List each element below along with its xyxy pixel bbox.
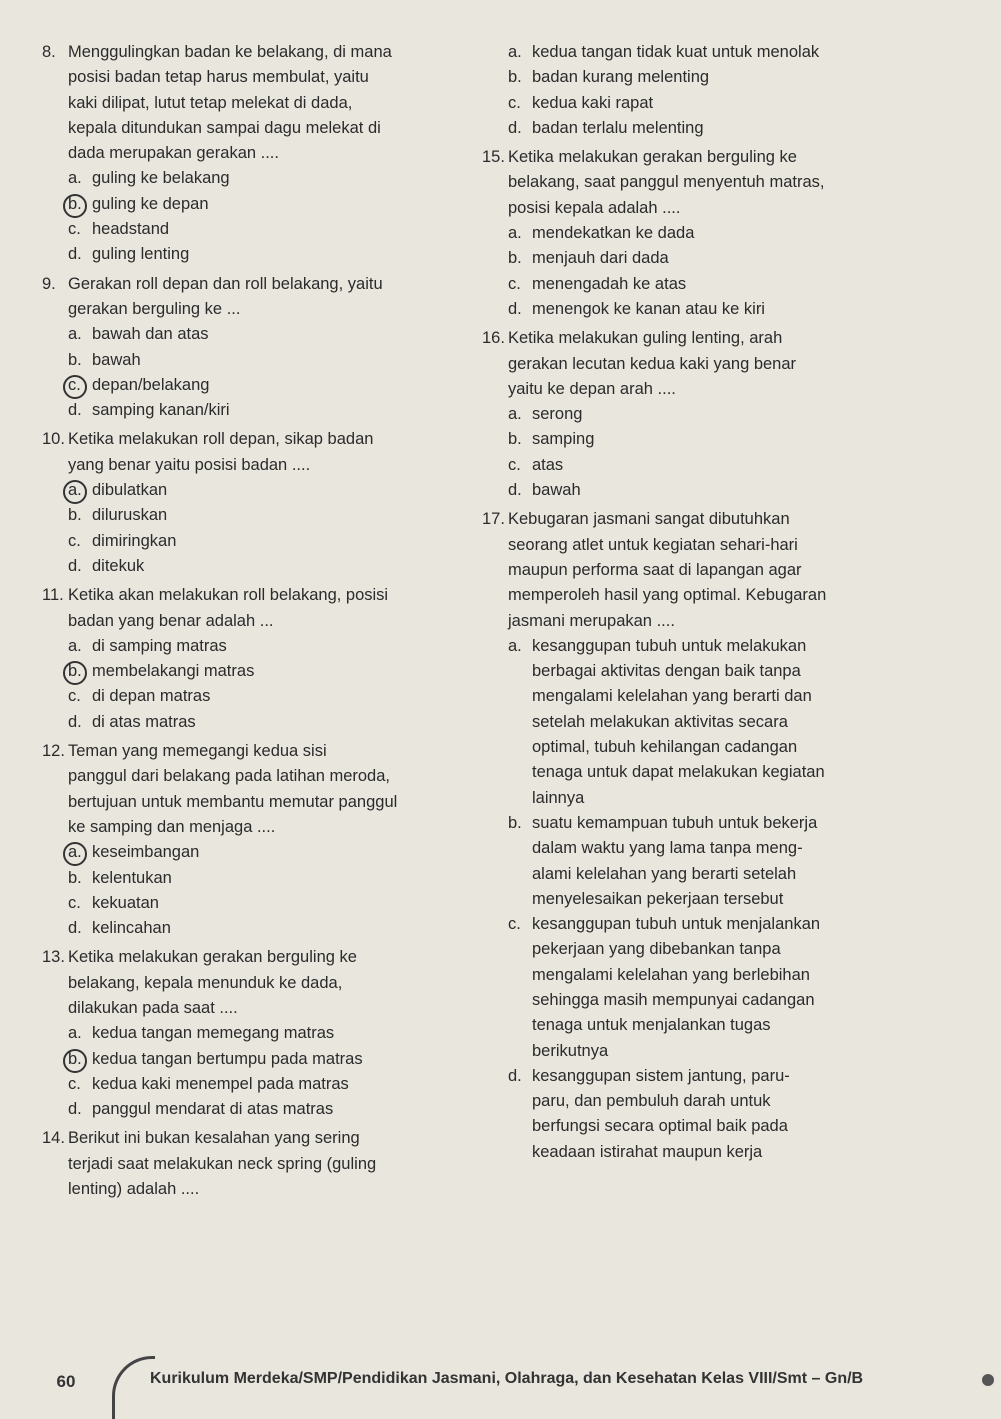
question-text (42, 583, 498, 634)
question-line (68, 91, 498, 116)
answer-option (508, 1064, 990, 1165)
question-line (508, 377, 990, 402)
option-text: kedua tangan memegang matras (92, 1024, 335, 1043)
option-letter: d. (508, 481, 522, 500)
question-number: 16. (482, 329, 505, 348)
option-letter: d. (508, 118, 522, 137)
answer-option (508, 221, 990, 246)
option-line: optimal, tubuh kehilangan cadangan (532, 738, 798, 757)
question-block (42, 40, 498, 268)
option-text: di atas matras (92, 712, 196, 731)
question-line-text: seorang atlet untuk kegiatan sehari-hari (508, 535, 798, 554)
option-line: tenaga untuk menjalankan tugas (532, 1016, 771, 1035)
answer-option (508, 402, 990, 427)
question-line-text: Ketika melakukan gerakan berguling ke (508, 148, 797, 167)
option-letter: c. (68, 687, 81, 706)
question-line-text: Teman yang memegangi kedua sisi (68, 742, 327, 761)
question-line-text: yaitu ke depan arah .... (508, 379, 676, 398)
question-line-text: dada merupakan gerakan .... (68, 144, 279, 163)
answer-option (68, 217, 498, 242)
question-number: 11. (42, 586, 64, 605)
option-line: lainnya (532, 788, 585, 807)
answer-option (68, 529, 498, 554)
option-line: berfungsi secara optimal baik pada (532, 1117, 788, 1136)
option-line: bawah (532, 481, 581, 500)
question-line (42, 739, 498, 764)
question-text (42, 1126, 498, 1202)
answer-option (508, 427, 990, 452)
option-text: di samping matras (92, 636, 227, 655)
option-line: samping (532, 430, 595, 449)
question-line (68, 116, 498, 141)
option-text: headstand (92, 220, 170, 239)
answer-option (68, 242, 498, 267)
option-letter: b. (68, 659, 82, 684)
option-text: diluruskan (92, 506, 168, 525)
question-number: 14. (42, 1129, 65, 1148)
question-line-text: dilakukan pada saat .... (68, 998, 238, 1017)
question-line-text: posisi badan tetap harus membulat, yaitu (68, 68, 369, 87)
question-line (68, 141, 498, 166)
option-letter: a. (68, 840, 82, 865)
option-line: atas (532, 455, 564, 474)
option-letter: b. (68, 192, 82, 217)
question-line (508, 558, 990, 583)
question-number: 12. (42, 742, 65, 761)
answer-option (68, 710, 498, 735)
footer-dot-icon (982, 1374, 994, 1386)
question-block (42, 583, 498, 735)
option-text: bawah (92, 350, 141, 369)
answer-option (508, 478, 990, 503)
question-block (508, 40, 990, 141)
option-text: guling lenting (92, 245, 190, 264)
option-text: kedua kaki menempel pada matras (92, 1074, 349, 1093)
question-number: 15. (482, 148, 505, 167)
question-block (42, 945, 498, 1122)
question-line (508, 352, 990, 377)
question-line-text: posisi kepala adalah .... (508, 198, 681, 217)
option-line: pekerjaan yang dibebankan tanpa (532, 940, 781, 959)
question-line-text: gerakan lecutan kedua kaki yang benar (508, 354, 797, 373)
question-text (482, 145, 990, 221)
option-letter: c. (68, 1074, 81, 1093)
question-block (42, 272, 498, 424)
question-text (42, 945, 498, 1021)
question-line-text: maupun performa saat di lapangan agar (508, 560, 802, 579)
answer-option (508, 912, 990, 1064)
question-line-text: badan yang benar adalah ... (68, 611, 274, 630)
option-letter: b. (508, 813, 522, 832)
option-line: berikutnya (532, 1041, 609, 1060)
question-line (68, 609, 498, 634)
option-line: menengok ke kanan atau ke kiri (532, 299, 765, 318)
left-column (42, 40, 498, 1206)
option-letter: c. (508, 93, 521, 112)
question-line (68, 764, 498, 789)
question-line-text: Ketika akan melakukan roll belakang, posisi (68, 586, 389, 605)
option-letter: c. (68, 220, 81, 239)
question-line-text: lenting) adalah .... (68, 1180, 200, 1199)
option-letter: b. (508, 249, 522, 268)
answer-option (68, 840, 498, 865)
question-line (68, 790, 498, 815)
option-line: setelah melakukan aktivitas secara (532, 712, 788, 731)
option-letter: d. (68, 712, 82, 731)
question-line-text: Ketika melakukan roll depan, sikap badan (68, 430, 374, 449)
option-text: bawah dan atas (92, 325, 209, 344)
question-line (482, 507, 990, 532)
answer-option (508, 453, 990, 478)
question-line (68, 453, 498, 478)
question-text (42, 739, 498, 840)
answer-option (68, 1047, 498, 1072)
question-text (482, 326, 990, 402)
right-column (482, 40, 990, 1169)
question-line-text: kepala ditundukan sampai dagu melekat di (68, 118, 381, 137)
option-letter: b. (508, 430, 522, 449)
question-line (68, 971, 498, 996)
question-line-text: Ketika melakukan gerakan berguling ke (68, 948, 357, 967)
answer-option (68, 684, 498, 709)
question-line (42, 40, 498, 65)
question-number: 9. (42, 274, 56, 293)
option-line: alami kelelahan yang berarti setelah (532, 864, 797, 883)
question-line (68, 65, 498, 90)
option-letter: a. (68, 169, 82, 188)
option-line: kesanggupan sistem jantung, paru- (532, 1066, 790, 1085)
option-text: kedua tangan bertumpu pada matras (92, 1049, 363, 1068)
option-line: tenaga untuk dapat melakukan kegiatan (532, 763, 825, 782)
option-line: dalam waktu yang lama tanpa meng- (532, 839, 803, 858)
option-letter: d. (68, 401, 82, 420)
answer-option (508, 634, 990, 811)
question-line (508, 583, 990, 608)
option-line: badan kurang melenting (532, 68, 710, 87)
option-letter: a. (508, 405, 522, 424)
question-line (68, 1177, 498, 1202)
question-line-text: Kebugaran jasmani sangat dibutuhkan (508, 510, 790, 529)
answer-option (68, 322, 498, 347)
question-line (68, 1152, 498, 1177)
answer-option (508, 91, 990, 116)
answer-option (68, 503, 498, 528)
answer-option (68, 478, 498, 503)
option-text: depan/belakang (92, 375, 210, 394)
option-letter: a. (68, 1024, 82, 1043)
question-line (42, 583, 498, 608)
option-line: suatu kemampuan tubuh untuk bekerja (532, 813, 818, 832)
answer-option (508, 246, 990, 271)
question-block (42, 427, 498, 579)
option-text: dimiringkan (92, 531, 177, 550)
question-number: 17. (482, 510, 505, 529)
question-line (508, 609, 990, 634)
question-line-text: belakang, kepala menunduk ke dada, (68, 973, 343, 992)
option-text: kekuatan (92, 893, 159, 912)
option-line: menyelesaikan pekerjaan tersebut (532, 889, 784, 908)
option-line: kesanggupan tubuh untuk melakukan (532, 636, 807, 655)
question-number: 10. (42, 430, 65, 449)
question-line (508, 196, 990, 221)
option-letter: d. (508, 299, 522, 318)
question-line-text: jasmani merupakan .... (508, 611, 675, 630)
answer-option (68, 554, 498, 579)
question-line-text: panggul dari belakang pada latihan meroda, (68, 767, 390, 786)
answer-option (68, 891, 498, 916)
option-line: serong (532, 405, 583, 424)
question-text (482, 507, 990, 633)
question-line (68, 996, 498, 1021)
option-letter: a. (68, 478, 82, 503)
option-text: membelakangi matras (92, 662, 255, 681)
question-line-text: Ketika melakukan guling lenting, arah (508, 329, 783, 348)
option-letter: d. (68, 919, 82, 938)
answer-option (508, 116, 990, 141)
footer-arc-decoration (112, 1356, 155, 1419)
option-letter: a. (508, 224, 522, 243)
question-line (68, 815, 498, 840)
question-line-text: gerakan berguling ke ... (68, 299, 241, 318)
option-letter: c. (68, 373, 81, 398)
question-line (42, 1126, 498, 1151)
option-text: keseimbangan (92, 843, 200, 862)
answer-option (68, 192, 498, 217)
question-number: 13. (42, 948, 65, 967)
answer-option (68, 866, 498, 891)
question-line-text: Berikut ini bukan kesalahan yang sering (68, 1129, 360, 1148)
option-letter: a. (68, 325, 82, 344)
option-line: kedua kaki rapat (532, 93, 654, 112)
option-letter: a. (68, 636, 82, 655)
option-letter: b. (68, 506, 82, 525)
option-line: sehingga masih mempunyai cadangan (532, 990, 815, 1009)
answer-option (68, 1021, 498, 1046)
option-line: menengadah ke atas (532, 274, 687, 293)
option-letter: d. (68, 1100, 82, 1119)
option-line: mengalami kelelahan yang berarti dan (532, 687, 812, 706)
answer-option (68, 1072, 498, 1097)
option-letter: d. (68, 556, 82, 575)
option-text: guling ke belakang (92, 169, 230, 188)
option-text: kelincahan (92, 919, 171, 938)
question-line (42, 945, 498, 970)
page-number: 60 (56, 1372, 76, 1391)
option-line: kedua tangan tidak kuat untuk menolak (532, 43, 820, 61)
option-line: mendekatkan ke dada (532, 224, 695, 243)
page-footer (0, 1356, 1001, 1416)
answer-option (68, 373, 498, 398)
answer-option (68, 398, 498, 423)
option-line: keadaan istirahat maupun kerja (532, 1142, 763, 1161)
answer-option (68, 166, 498, 191)
question-line (42, 427, 498, 452)
option-letter: c. (508, 455, 521, 474)
option-text: ditekuk (92, 556, 145, 575)
answer-option (508, 297, 990, 322)
option-letter: c. (68, 531, 81, 550)
question-line (508, 170, 990, 195)
question-line (68, 297, 498, 322)
answer-option (68, 916, 498, 941)
option-line: badan terlalu melenting (532, 118, 704, 137)
option-line: paru, dan pembuluh darah untuk (532, 1092, 771, 1111)
question-line (482, 326, 990, 351)
question-block (482, 507, 990, 1165)
question-line-text: yang benar yaitu posisi badan .... (68, 455, 311, 474)
question-line (482, 145, 990, 170)
question-line (508, 533, 990, 558)
option-text: dibulatkan (92, 481, 168, 500)
question-block (42, 1126, 498, 1202)
option-letter: c. (508, 274, 521, 293)
question-line-text: bertujuan untuk membantu memutar panggul (68, 792, 398, 811)
option-letter: a. (508, 636, 522, 655)
option-line: mengalami kelelahan yang berlebihan (532, 965, 810, 984)
option-line: menjauh dari dada (532, 249, 669, 268)
question-text (42, 272, 498, 323)
answer-option (508, 65, 990, 90)
option-text: di depan matras (92, 687, 211, 706)
option-letter: d. (68, 245, 82, 264)
question-line-text: Gerakan roll depan dan roll belakang, yaitu (68, 274, 383, 293)
question-block (42, 739, 498, 941)
option-line: kesanggupan tubuh untuk menjalankan (532, 915, 821, 934)
option-letter: c. (68, 893, 81, 912)
question-gap (68, 1202, 498, 1206)
option-text: kelentukan (92, 868, 172, 887)
question-block (482, 326, 990, 503)
question-block (482, 145, 990, 322)
question-line-text: terjadi saat melakukan neck spring (guling (68, 1154, 377, 1173)
question-line-text: Menggulingkan badan ke belakang, di mana (68, 43, 392, 61)
option-text: panggul mendarat di atas matras (92, 1100, 334, 1119)
answer-option (68, 634, 498, 659)
question-line-text: belakang, saat panggul menyentuh matras, (508, 173, 825, 192)
question-line-text: ke samping dan menjaga .... (68, 817, 276, 836)
answer-option (508, 811, 990, 912)
answer-option (508, 40, 990, 65)
option-text: samping kanan/kiri (92, 401, 230, 420)
question-text (42, 40, 498, 166)
question-gap (508, 1165, 990, 1169)
answer-option (68, 659, 498, 684)
option-letter: d. (508, 1066, 522, 1085)
question-line (42, 272, 498, 297)
option-letter: b. (68, 350, 82, 369)
option-text: guling ke depan (92, 194, 209, 213)
answer-option (68, 348, 498, 373)
option-letter: c. (508, 915, 521, 934)
question-text (42, 427, 498, 478)
option-letter: b. (508, 68, 522, 87)
question-line-text: memperoleh hasil yang optimal. Kebugaran (508, 586, 827, 605)
footer-curriculum-text: Kurikulum Merdeka/SMP/Pendidikan Jasmani, Olahraga, dan Kesehatan Kelas VIII/Smt – Gn/B (150, 1370, 864, 1387)
question-line-text: kaki dilipat, lutut tetap melekat di dada, (68, 93, 353, 112)
question-number: 8. (42, 43, 56, 61)
answer-option (68, 1097, 498, 1122)
option-line: berbagai aktivitas dengan baik tanpa (532, 662, 801, 681)
answer-option (508, 272, 990, 297)
option-letter: b. (68, 868, 82, 887)
option-letter: a. (508, 43, 522, 61)
option-letter: b. (68, 1047, 82, 1072)
